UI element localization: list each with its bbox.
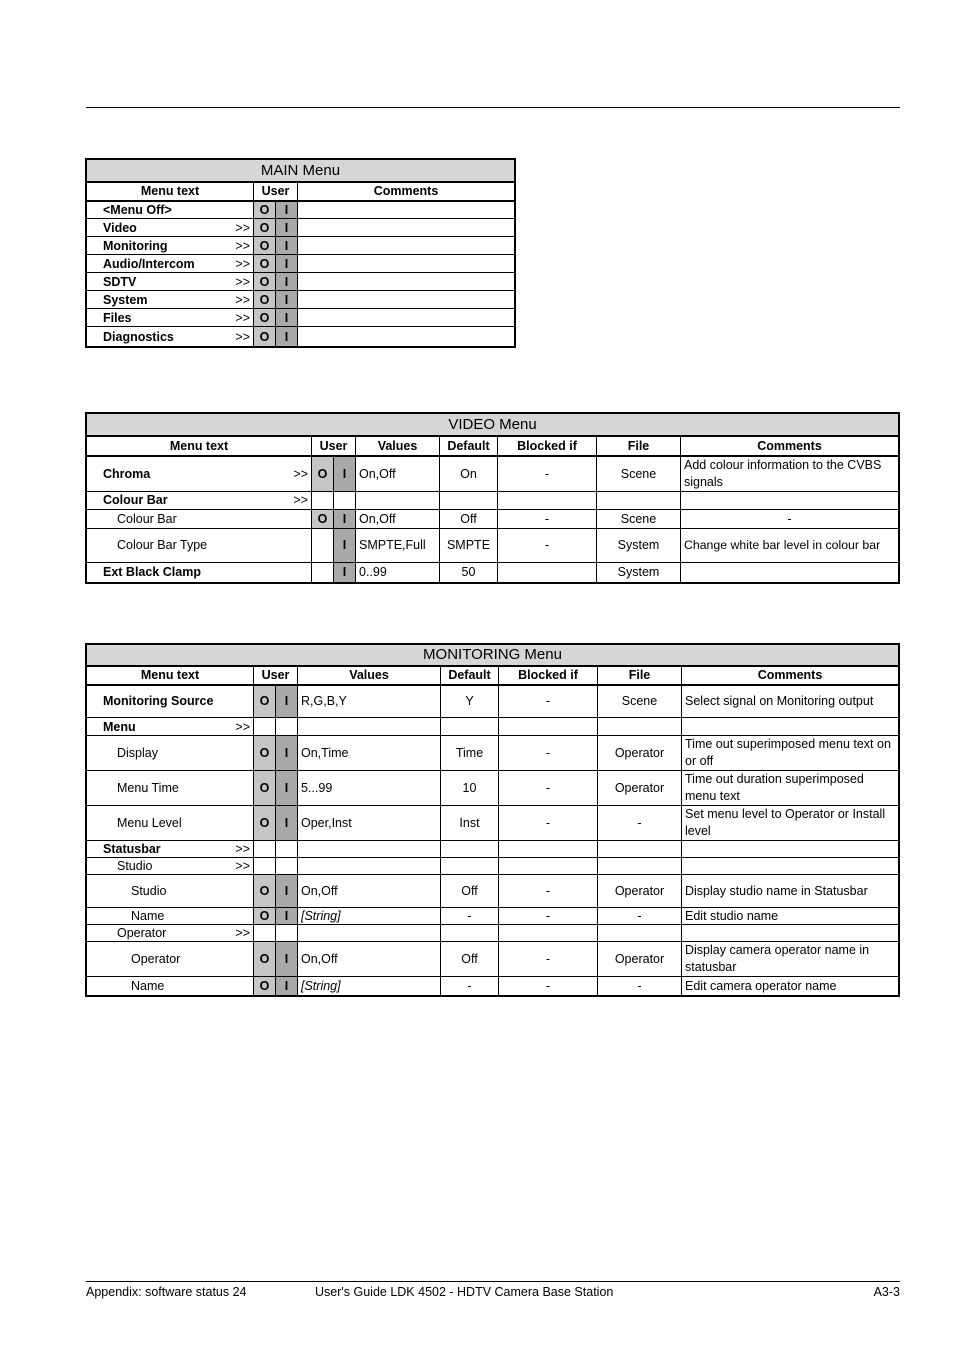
header-user: User xyxy=(254,666,298,685)
comments-cell xyxy=(681,562,899,582)
user-i-cell: I xyxy=(276,219,298,237)
table-row xyxy=(87,858,899,875)
user-o-cell xyxy=(254,841,276,858)
header-default: Default xyxy=(440,436,498,456)
header-menu-text: Menu text xyxy=(87,182,254,201)
user-o-cell: O xyxy=(312,456,334,492)
menu-text-cell xyxy=(87,908,254,925)
user-o-cell: O xyxy=(254,875,276,908)
user-i-cell: I xyxy=(276,977,298,996)
menu-label: Audio/Intercom xyxy=(103,256,195,271)
blocked-if-cell xyxy=(498,491,597,509)
user-o-cell: O xyxy=(254,771,276,806)
menu-text-cell xyxy=(87,841,254,858)
footer-rule xyxy=(86,1281,900,1282)
comments-cell xyxy=(298,219,515,237)
default-cell: Off xyxy=(440,509,498,528)
user-i-cell: I xyxy=(276,201,298,219)
file-cell xyxy=(598,858,682,875)
user-o-cell xyxy=(254,858,276,875)
comments-cell xyxy=(298,273,515,291)
user-o-cell xyxy=(312,562,334,582)
user-i-cell: I xyxy=(276,685,298,718)
menu-label: Statusbar xyxy=(103,842,161,856)
menu-text-cell xyxy=(87,273,254,291)
header-default: Default xyxy=(441,666,499,685)
header-file: File xyxy=(597,436,681,456)
menu-text-cell xyxy=(87,219,254,237)
menu-text-cell xyxy=(87,925,254,942)
comments-cell: Display camera operator name in statusbar xyxy=(682,942,899,977)
submenu-arrow: >> xyxy=(235,238,250,253)
header-user: User xyxy=(254,182,298,201)
user-o-cell: O xyxy=(254,685,276,718)
values-cell xyxy=(356,491,440,509)
comments-cell: Edit studio name xyxy=(682,908,899,925)
comments-cell: Add colour information to the CVBS signals xyxy=(681,456,899,492)
table-row xyxy=(87,237,515,255)
footer-left: Appendix: software status 24 xyxy=(86,1285,247,1299)
comments-cell xyxy=(298,291,515,309)
header-blocked-if: Blocked if xyxy=(498,436,597,456)
user-o-cell: O xyxy=(254,309,276,327)
user-i-cell: I xyxy=(334,509,356,528)
table-row xyxy=(87,201,515,219)
user-i-cell: I xyxy=(276,875,298,908)
blocked-if-cell: - xyxy=(499,977,598,996)
user-i-cell xyxy=(276,925,298,942)
submenu-arrow: >> xyxy=(235,926,250,940)
values-cell: On,Off xyxy=(298,875,441,908)
values-cell: Oper,Inst xyxy=(298,806,441,841)
user-i-cell: I xyxy=(276,771,298,806)
user-i-cell: I xyxy=(334,528,356,562)
menu-label: Files xyxy=(103,310,132,325)
table-row xyxy=(87,977,899,996)
table-row xyxy=(87,875,899,908)
menu-label: Colour Bar xyxy=(117,511,177,526)
user-i-cell: I xyxy=(276,736,298,771)
menu-label: Monitoring xyxy=(103,238,168,253)
user-o-cell: O xyxy=(254,219,276,237)
user-o-cell: O xyxy=(254,977,276,996)
menu-text-cell xyxy=(87,255,254,273)
top-rule xyxy=(86,107,900,108)
header-blocked-if: Blocked if xyxy=(499,666,598,685)
blocked-if-cell: - xyxy=(499,908,598,925)
user-o-cell: O xyxy=(254,273,276,291)
default-cell: Off xyxy=(441,942,499,977)
submenu-arrow: >> xyxy=(293,493,308,507)
values-cell: On,Time xyxy=(298,736,441,771)
header-comments: Comments xyxy=(682,666,899,685)
video-menu-title: VIDEO Menu xyxy=(87,414,899,436)
blocked-if-cell xyxy=(499,858,598,875)
user-i-cell: I xyxy=(276,942,298,977)
menu-label: <Menu Off> xyxy=(103,202,172,217)
default-cell: 50 xyxy=(440,562,498,582)
comments-cell: Edit camera operator name xyxy=(682,977,899,996)
values-cell: [String] xyxy=(298,977,441,996)
menu-label: Name xyxy=(131,979,165,993)
file-cell xyxy=(598,925,682,942)
menu-label: SDTV xyxy=(103,274,137,289)
main-menu-rows xyxy=(87,201,515,347)
default-cell: - xyxy=(441,908,499,925)
submenu-arrow: >> xyxy=(235,220,250,235)
submenu-arrow: >> xyxy=(235,859,250,873)
menu-text-cell xyxy=(87,291,254,309)
menu-label: Menu Time xyxy=(117,781,179,795)
table-row xyxy=(87,736,899,771)
table-row xyxy=(87,291,515,309)
default-cell: Y xyxy=(441,685,499,718)
table-row xyxy=(87,219,515,237)
comments-cell: Time out superimposed menu text on or off xyxy=(682,736,899,771)
blocked-if-cell xyxy=(499,841,598,858)
file-cell xyxy=(598,718,682,736)
menu-label: Studio xyxy=(117,859,153,873)
blocked-if-cell: - xyxy=(498,456,597,492)
table-row xyxy=(87,491,899,509)
menu-text-cell xyxy=(87,491,312,509)
menu-text-cell xyxy=(87,858,254,875)
blocked-if-cell: - xyxy=(499,736,598,771)
menu-label: Studio xyxy=(131,884,167,898)
comments-cell: Set menu level to Operator or Install level xyxy=(682,806,899,841)
menu-label: Chroma xyxy=(103,466,151,481)
menu-text-cell xyxy=(87,309,254,327)
default-cell: On xyxy=(440,456,498,492)
monitoring-menu-title: MONITORING Menu xyxy=(87,645,899,666)
values-cell: [String] xyxy=(298,908,441,925)
default-cell: Off xyxy=(441,875,499,908)
menu-label: Video xyxy=(103,220,137,235)
table-row xyxy=(87,942,899,977)
table-row xyxy=(87,806,899,841)
menu-text-cell xyxy=(87,237,254,255)
default-cell: Inst xyxy=(441,806,499,841)
default-cell xyxy=(441,841,499,858)
user-i-cell: I xyxy=(334,456,356,492)
menu-text-cell xyxy=(87,562,312,582)
comments-cell xyxy=(682,718,899,736)
user-i-cell xyxy=(276,841,298,858)
comments-cell xyxy=(682,841,899,858)
menu-label: Name xyxy=(131,909,165,923)
values-cell xyxy=(298,858,441,875)
user-i-cell xyxy=(276,858,298,875)
comments-cell xyxy=(682,925,899,942)
file-cell: System xyxy=(597,562,681,582)
table-row xyxy=(87,562,899,582)
file-cell: Scene xyxy=(597,509,681,528)
table-row xyxy=(87,273,515,291)
header-values: Values xyxy=(298,666,441,685)
comments-cell: Change white bar level in colour bar xyxy=(681,528,899,562)
submenu-arrow: >> xyxy=(293,466,308,481)
submenu-arrow: >> xyxy=(235,292,250,307)
file-cell xyxy=(598,841,682,858)
file-cell: Scene xyxy=(597,456,681,492)
table-row xyxy=(87,509,899,528)
user-o-cell: O xyxy=(254,255,276,273)
user-o-cell xyxy=(312,491,334,509)
user-o-cell: O xyxy=(254,806,276,841)
user-o-cell: O xyxy=(254,237,276,255)
values-cell: On,Off xyxy=(356,456,440,492)
footer-page-number: A3-3 xyxy=(873,1285,900,1299)
user-i-cell: I xyxy=(334,562,356,582)
menu-text-cell xyxy=(87,806,254,841)
values-cell: 0..99 xyxy=(356,562,440,582)
header-comments: Comments xyxy=(298,182,515,201)
comments-cell: Display studio name in Statusbar xyxy=(682,875,899,908)
user-o-cell: O xyxy=(254,736,276,771)
file-cell: Operator xyxy=(598,736,682,771)
values-cell xyxy=(298,841,441,858)
blocked-if-cell: - xyxy=(499,806,598,841)
user-i-cell: I xyxy=(276,291,298,309)
default-cell xyxy=(441,858,499,875)
file-cell: - xyxy=(598,806,682,841)
menu-label: Colour Bar Type xyxy=(117,538,208,552)
user-i-cell xyxy=(334,491,356,509)
menu-text-cell xyxy=(87,736,254,771)
table-row xyxy=(87,908,899,925)
menu-label: Menu Level xyxy=(117,816,182,830)
user-o-cell: O xyxy=(254,908,276,925)
header-user: User xyxy=(312,436,356,456)
table-row xyxy=(87,685,899,718)
submenu-arrow: >> xyxy=(235,310,250,325)
blocked-if-cell: - xyxy=(499,685,598,718)
menu-label: System xyxy=(103,292,148,307)
table-row xyxy=(87,771,899,806)
header-comments: Comments xyxy=(681,436,899,456)
default-cell: 10 xyxy=(441,771,499,806)
table-row xyxy=(87,456,899,492)
user-o-cell: O xyxy=(254,201,276,219)
comments-cell: Time out duration superimposed menu text xyxy=(682,771,899,806)
values-cell xyxy=(298,718,441,736)
default-cell xyxy=(440,491,498,509)
menu-label: Menu xyxy=(103,719,136,734)
file-cell: Operator xyxy=(598,875,682,908)
blocked-if-cell xyxy=(498,562,597,582)
values-cell: 5...99 xyxy=(298,771,441,806)
comments-cell xyxy=(681,491,899,509)
user-o-cell xyxy=(312,528,334,562)
user-i-cell: I xyxy=(276,255,298,273)
user-i-cell: I xyxy=(276,908,298,925)
menu-text-cell xyxy=(87,771,254,806)
footer-center: User's Guide LDK 4502 - HDTV Camera Base Station xyxy=(315,1285,614,1299)
comments-cell xyxy=(298,237,515,255)
user-o-cell: O xyxy=(254,327,276,347)
default-cell: Time xyxy=(441,736,499,771)
user-o-cell xyxy=(254,925,276,942)
file-cell: System xyxy=(597,528,681,562)
table-row xyxy=(87,925,899,942)
main-menu-title: MAIN Menu xyxy=(87,160,515,182)
menu-label: Operator xyxy=(117,926,167,940)
user-i-cell: I xyxy=(276,806,298,841)
comments-cell: Select signal on Monitoring output xyxy=(682,685,899,718)
values-cell: R,G,B,Y xyxy=(298,685,441,718)
file-cell: Scene xyxy=(598,685,682,718)
user-i-cell: I xyxy=(276,327,298,347)
default-cell xyxy=(441,718,499,736)
menu-text-cell xyxy=(87,942,254,977)
table-row xyxy=(87,255,515,273)
default-cell: - xyxy=(441,977,499,996)
comments-cell xyxy=(298,255,515,273)
comments-cell xyxy=(682,858,899,875)
values-cell: SMPTE,Full xyxy=(356,528,440,562)
submenu-arrow: >> xyxy=(235,329,250,344)
menu-text-cell xyxy=(87,201,254,219)
monitoring-menu-table xyxy=(86,644,899,996)
default-cell xyxy=(441,925,499,942)
file-cell: Operator xyxy=(598,942,682,977)
file-cell xyxy=(597,491,681,509)
submenu-arrow: >> xyxy=(235,256,250,271)
menu-text-cell xyxy=(87,685,254,718)
menu-text-cell xyxy=(87,528,312,562)
blocked-if-cell xyxy=(499,925,598,942)
blocked-if-cell xyxy=(499,718,598,736)
table-row xyxy=(87,327,515,347)
file-cell: - xyxy=(598,977,682,996)
menu-label: Display xyxy=(117,746,158,760)
user-o-cell: O xyxy=(254,942,276,977)
table-row xyxy=(87,309,515,327)
blocked-if-cell: - xyxy=(499,875,598,908)
submenu-arrow: >> xyxy=(235,842,250,856)
blocked-if-cell: - xyxy=(499,771,598,806)
header-menu-text: Menu text xyxy=(87,666,254,685)
menu-label: Operator xyxy=(131,952,181,966)
comments-cell xyxy=(298,201,515,219)
header-values: Values xyxy=(356,436,440,456)
main-menu-table xyxy=(86,159,515,347)
values-cell: On,Off xyxy=(356,509,440,528)
menu-label: Colour Bar xyxy=(103,493,168,507)
blocked-if-cell: - xyxy=(498,528,597,562)
menu-text-cell xyxy=(87,977,254,996)
comments-cell: - xyxy=(681,509,899,528)
comments-cell xyxy=(298,309,515,327)
user-o-cell: O xyxy=(312,509,334,528)
table-row xyxy=(87,841,899,858)
submenu-arrow: >> xyxy=(235,274,250,289)
blocked-if-cell: - xyxy=(498,509,597,528)
table-row xyxy=(87,528,899,562)
values-cell xyxy=(298,925,441,942)
header-file: File xyxy=(598,666,682,685)
video-menu-table xyxy=(86,413,899,583)
file-cell: Operator xyxy=(598,771,682,806)
blocked-if-cell: - xyxy=(499,942,598,977)
header-menu-text: Menu text xyxy=(87,436,312,456)
user-i-cell xyxy=(276,718,298,736)
default-cell: SMPTE xyxy=(440,528,498,562)
file-cell: - xyxy=(598,908,682,925)
user-i-cell: I xyxy=(276,273,298,291)
submenu-arrow: >> xyxy=(235,719,250,734)
menu-text-cell xyxy=(87,456,312,492)
menu-text-cell xyxy=(87,327,254,347)
table-row xyxy=(87,718,899,736)
menu-text-cell xyxy=(87,875,254,908)
menu-label: Monitoring Source xyxy=(103,694,214,709)
values-cell: On,Off xyxy=(298,942,441,977)
user-i-cell: I xyxy=(276,309,298,327)
menu-label: Diagnostics xyxy=(103,329,174,344)
menu-text-cell xyxy=(87,718,254,736)
user-o-cell: O xyxy=(254,291,276,309)
user-i-cell: I xyxy=(276,237,298,255)
menu-label: Ext Black Clamp xyxy=(103,565,201,579)
menu-text-cell xyxy=(87,509,312,528)
comments-cell xyxy=(298,327,515,347)
user-o-cell xyxy=(254,718,276,736)
